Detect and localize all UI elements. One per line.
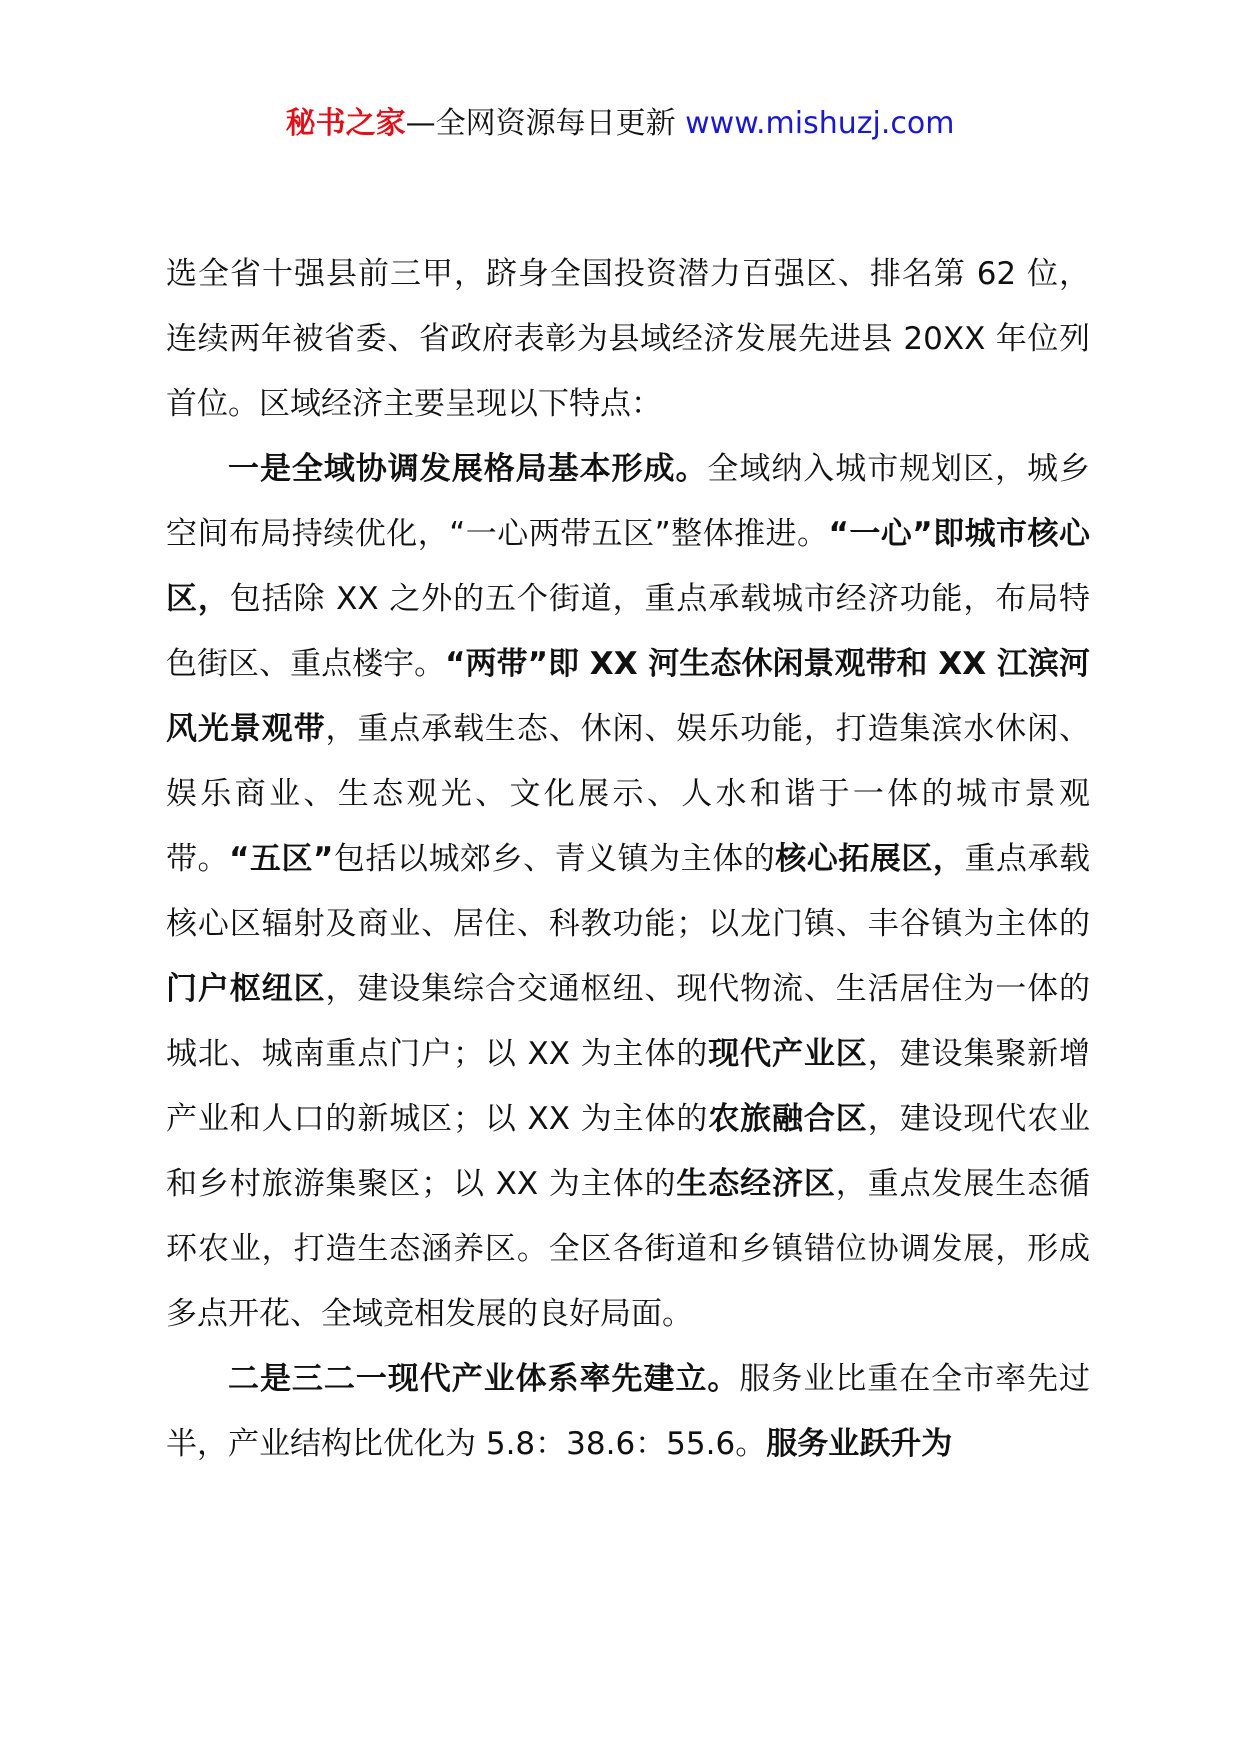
bold-term: 门户枢纽区 xyxy=(166,971,326,1007)
paragraph-text: ，建设现代农业和乡村旅游集聚区；以 XX 为主体的 xyxy=(166,1101,1091,1202)
bold-term: 农旅融合区 xyxy=(708,1101,868,1137)
paragraph-text: ，重点发展生态循环农业，打造生态涵养区。全区各街道和乡镇错位协调发展，形成多点开花、全域竞相发展的良好局面。 xyxy=(166,1166,1090,1332)
bold-term: “一心”即城市核心区， xyxy=(166,516,1090,617)
paragraph-point-two xyxy=(166,1347,1090,1477)
paragraph-text: ，重点承载生态、休闲、娱乐功能，打造集滨水休闲、娱乐商业、生态观光、文化展示、人水和谐于一体的城市景观带。 xyxy=(166,711,1091,877)
paragraph-text: ，建设集聚新增产业和人口的新城区；以 XX 为主体的 xyxy=(166,1036,1091,1137)
paragraph-text: 包括除 XX 之外的五个街道，重点承载城市经济功能，布局特色街区、重点楼宇。 xyxy=(166,581,1091,682)
paragraph-text: 包括以城郊乡、青义镇为主体的 xyxy=(333,841,776,877)
paragraph-text: ，建设集综合交通枢纽、现代物流、生活居住为一体的城北、城南重点门户；以 XX 为主体的 xyxy=(166,971,1091,1072)
document-body xyxy=(166,242,1090,1477)
bold-term: 生态经济区 xyxy=(676,1166,836,1202)
bold-term: 核心拓展区， xyxy=(775,841,965,877)
bold-heading: 一是全域协调发展格局基本形成。 xyxy=(228,451,708,487)
paragraph-text: 选全省十强县前三甲，跻身全国投资潜力百强区、排名第 62 位，连续两年被省委、省政府表彰为县域经济发展先进县 20XX 年位列首位。区域经济主要呈现以下特点： xyxy=(166,256,1090,422)
paragraph-intro xyxy=(166,242,1090,437)
bold-term: “两带”即 XX 河生态休闲景观带和 XX 江滨河风光景观带 xyxy=(166,646,1090,747)
bold-term: 服务业跃升为 xyxy=(766,1426,953,1462)
paragraph-text: 重点承载核心区辐射及商业、居住、科教功能；以龙门镇、丰谷镇为主体的 xyxy=(166,841,1091,942)
bold-term: 现代产业区 xyxy=(708,1036,868,1072)
brand-name: 秘书之家 xyxy=(285,106,406,141)
header-url-link[interactable]: www.mishuzj.com xyxy=(685,106,955,141)
bold-term: “五区” xyxy=(229,841,334,877)
page-header xyxy=(0,102,1240,146)
paragraph-text: 服务业比重在全市率先过半，产业结构比优化为 5.8：38.6：55.6。 xyxy=(166,1361,1091,1462)
header-slogan: —全网资源每日更新 xyxy=(405,106,686,141)
paragraph-point-one xyxy=(166,437,1090,1347)
paragraph-text: 全域纳入城市规划区，城乡空间布局持续优化，“一心两带五区”整体推进。 xyxy=(166,451,1090,552)
bold-heading: 二是三二一现代产业体系率先建立。 xyxy=(228,1361,740,1397)
